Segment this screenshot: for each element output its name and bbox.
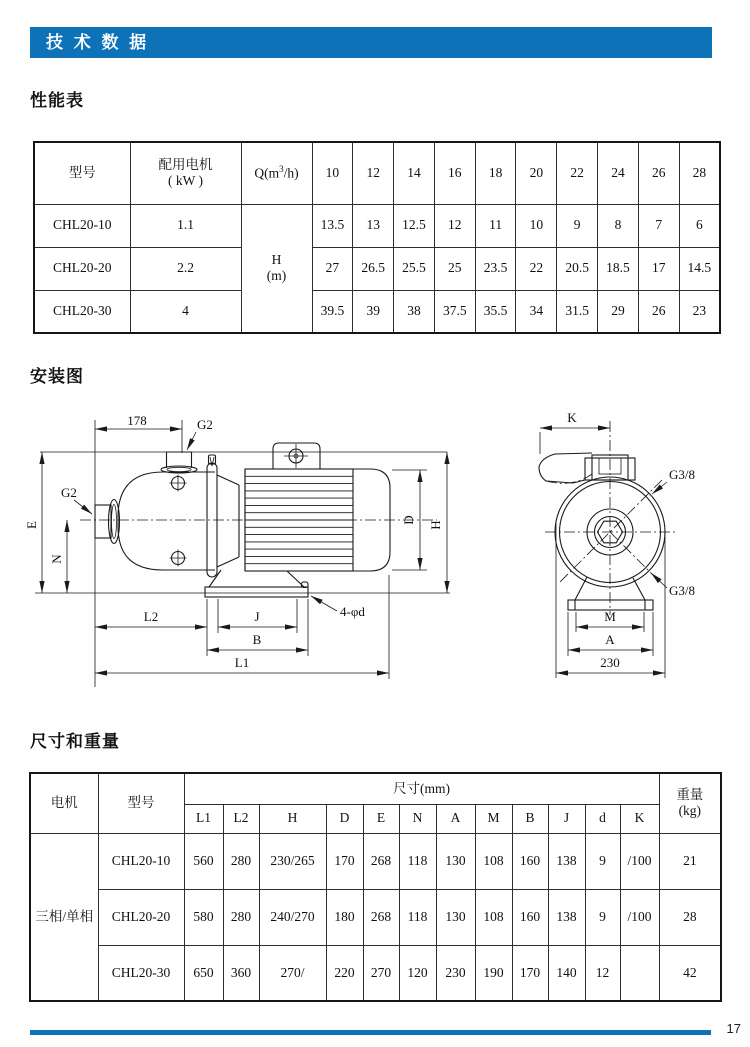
- cell: 108: [475, 889, 512, 945]
- dim-col: M: [475, 804, 512, 833]
- side-view-dimensions: [25, 413, 450, 687]
- section-title-dimensions: 尺寸和重量: [30, 732, 120, 751]
- cell: 138: [548, 889, 585, 945]
- q-prefix: Q(m: [254, 165, 280, 181]
- cell: 31.5: [557, 290, 598, 333]
- dim-l2-label: L2: [143, 609, 159, 624]
- model-cell: CHL20-20: [98, 889, 184, 945]
- cell: 120: [399, 945, 436, 1001]
- cell: 108: [475, 833, 512, 889]
- cell: 39: [353, 290, 394, 333]
- g2-top-label: G2: [197, 417, 213, 432]
- casing-bolt: [170, 550, 187, 567]
- cell: /100: [620, 889, 659, 945]
- flow-value: 20: [516, 142, 557, 204]
- dim-m-label: M: [604, 609, 616, 624]
- col-header-model: 型号: [34, 142, 130, 204]
- dim-e-label: E: [25, 521, 39, 529]
- col-header-weight: [659, 773, 721, 833]
- cell: 268: [363, 889, 399, 945]
- page-number: 17: [726, 1021, 741, 1036]
- cell: 29: [598, 290, 639, 333]
- cell: 8: [598, 204, 639, 247]
- cell: 34: [516, 290, 557, 333]
- cell: 23: [679, 290, 720, 333]
- cell: 25.5: [394, 247, 435, 290]
- dim-178-label: 178: [127, 413, 147, 428]
- model-cell: CHL20-10: [98, 833, 184, 889]
- cell: 25: [434, 247, 475, 290]
- dim-col: D: [326, 804, 363, 833]
- dim-230-label: 230: [600, 655, 620, 670]
- cell: 118: [399, 833, 436, 889]
- cell: 160: [512, 833, 548, 889]
- cell: 160: [512, 889, 548, 945]
- page-title: 技 术 数 据: [30, 27, 712, 58]
- flow-value: 18: [475, 142, 516, 204]
- flow-value: 26: [638, 142, 679, 204]
- cell: 580: [184, 889, 223, 945]
- cell: 17: [638, 247, 679, 290]
- cell: 26.5: [353, 247, 394, 290]
- table-row: [34, 290, 720, 333]
- g38-top-label: G3/8: [669, 467, 695, 482]
- cell: 240/270: [259, 889, 326, 945]
- dim-col: J: [548, 804, 585, 833]
- col-header-model: 型号: [98, 773, 184, 833]
- col-header-flow: [241, 142, 312, 204]
- head-line2: (m): [266, 268, 287, 284]
- cell: 360: [223, 945, 259, 1001]
- pump-front-view: [539, 453, 665, 610]
- power-cell: 2.2: [130, 247, 241, 290]
- cell: 280: [223, 833, 259, 889]
- table-row: [34, 204, 720, 247]
- table-row: [30, 833, 721, 889]
- model-cell: CHL20-30: [34, 290, 130, 333]
- cell: 27: [312, 247, 353, 290]
- table-row: [30, 945, 721, 1001]
- section-title-performance: 性能表: [30, 91, 84, 110]
- dim-col: B: [512, 804, 548, 833]
- cell: 38: [394, 290, 435, 333]
- dim-b-label: B: [252, 632, 262, 647]
- dim-col: d: [585, 804, 620, 833]
- cell: 130: [436, 833, 475, 889]
- dim-l1-label: L1: [234, 655, 250, 670]
- flow-value: 24: [598, 142, 639, 204]
- motor-type-cell: 三相/单相: [30, 833, 98, 1001]
- front-view-dimensions: [540, 410, 695, 678]
- flow-value: 12: [353, 142, 394, 204]
- cell: 130: [436, 889, 475, 945]
- weight-cell: 28: [659, 889, 721, 945]
- cell: 270: [363, 945, 399, 1001]
- cell: 650: [184, 945, 223, 1001]
- cell: 22: [516, 247, 557, 290]
- cell: 270/: [259, 945, 326, 1001]
- cell: 560: [184, 833, 223, 889]
- cell: 35.5: [475, 290, 516, 333]
- base-plate: [205, 587, 308, 597]
- flow-value: 16: [434, 142, 475, 204]
- dim-col: N: [399, 804, 436, 833]
- table-row: [30, 889, 721, 945]
- dim-h-label: H: [428, 520, 443, 530]
- cell: 23.5: [475, 247, 516, 290]
- cell: 13.5: [312, 204, 353, 247]
- cell: 170: [326, 833, 363, 889]
- performance-header-row: [34, 142, 720, 204]
- casing-bolt: [170, 475, 187, 492]
- head-line1: H: [271, 252, 282, 268]
- cell: 12: [434, 204, 475, 247]
- cell: 230/265: [259, 833, 326, 889]
- g2-left-label: G2: [61, 485, 77, 500]
- section-title-installation: 安装图: [30, 367, 84, 386]
- cell: 180: [326, 889, 363, 945]
- dim-col: L1: [184, 804, 223, 833]
- dim-d-label: D: [401, 515, 416, 525]
- cell: 190: [475, 945, 512, 1001]
- flow-value: 28: [679, 142, 720, 204]
- q-suffix: /h): [283, 165, 299, 181]
- cell: 9: [557, 204, 598, 247]
- cell: 12.5: [394, 204, 435, 247]
- dim-col: L2: [223, 804, 259, 833]
- weight-cell: 42: [659, 945, 721, 1001]
- cell: 118: [399, 889, 436, 945]
- cell: 268: [363, 833, 399, 889]
- power-cell: 1.1: [130, 204, 241, 247]
- table-row: [34, 247, 720, 290]
- col-header-motor: 电机: [30, 773, 98, 833]
- weight-line2: (kg): [678, 803, 702, 819]
- dimensions-header-row: [30, 773, 721, 804]
- model-cell: CHL20-10: [34, 204, 130, 247]
- installation-diagram: [25, 405, 725, 697]
- dimensions-table: [29, 772, 722, 1002]
- pump-body: [118, 472, 215, 570]
- cell: 26: [638, 290, 679, 333]
- cell: 138: [548, 833, 585, 889]
- dim-n-label: N: [49, 554, 64, 564]
- q-sup: 3: [279, 164, 284, 175]
- flow-value: 22: [557, 142, 598, 204]
- performance-table: [33, 141, 721, 334]
- dim-a-label: A: [605, 632, 615, 647]
- cell: 7: [638, 204, 679, 247]
- flow-value: 10: [312, 142, 353, 204]
- power-cell: 4: [130, 290, 241, 333]
- dim-col: A: [436, 804, 475, 833]
- cell: 230: [436, 945, 475, 1001]
- cell: 10: [516, 204, 557, 247]
- cell: 170: [512, 945, 548, 1001]
- cell: 220: [326, 945, 363, 1001]
- bolt-note-label: 4-φd: [340, 604, 365, 619]
- cell: 140: [548, 945, 585, 1001]
- model-cell: CHL20-30: [98, 945, 184, 1001]
- g38-bottom-label: G3/8: [669, 583, 695, 598]
- col-header-motor-power: [130, 142, 241, 204]
- cell: 12: [585, 945, 620, 1001]
- cell: 13: [353, 204, 394, 247]
- cell: 39.5: [312, 290, 353, 333]
- weight-cell: 21: [659, 833, 721, 889]
- cell: 20.5: [557, 247, 598, 290]
- cell: 9: [585, 833, 620, 889]
- head-unit-cell: [241, 204, 312, 333]
- dim-col: H: [259, 804, 326, 833]
- weight-line1: 重量: [676, 787, 704, 803]
- cell: 11: [475, 204, 516, 247]
- cell: 6: [679, 204, 720, 247]
- cell: 280: [223, 889, 259, 945]
- dim-j-label: J: [254, 609, 260, 624]
- cell: 37.5: [434, 290, 475, 333]
- model-cell: CHL20-20: [34, 247, 130, 290]
- col-header-size: 尺寸(mm): [184, 773, 659, 804]
- dim-k-label: K: [567, 410, 577, 425]
- cell: /100: [620, 833, 659, 889]
- footer-accent-bar: [30, 1030, 711, 1035]
- dim-col: E: [363, 804, 399, 833]
- cell: 18.5: [598, 247, 639, 290]
- motor-power-line1: 配用电机: [158, 157, 213, 173]
- motor-power-line2: ( kW ): [168, 173, 203, 189]
- cell: 9: [585, 889, 620, 945]
- flow-value: 14: [394, 142, 435, 204]
- cell: 14.5: [679, 247, 720, 290]
- cell: [620, 945, 659, 1001]
- dim-col: K: [620, 804, 659, 833]
